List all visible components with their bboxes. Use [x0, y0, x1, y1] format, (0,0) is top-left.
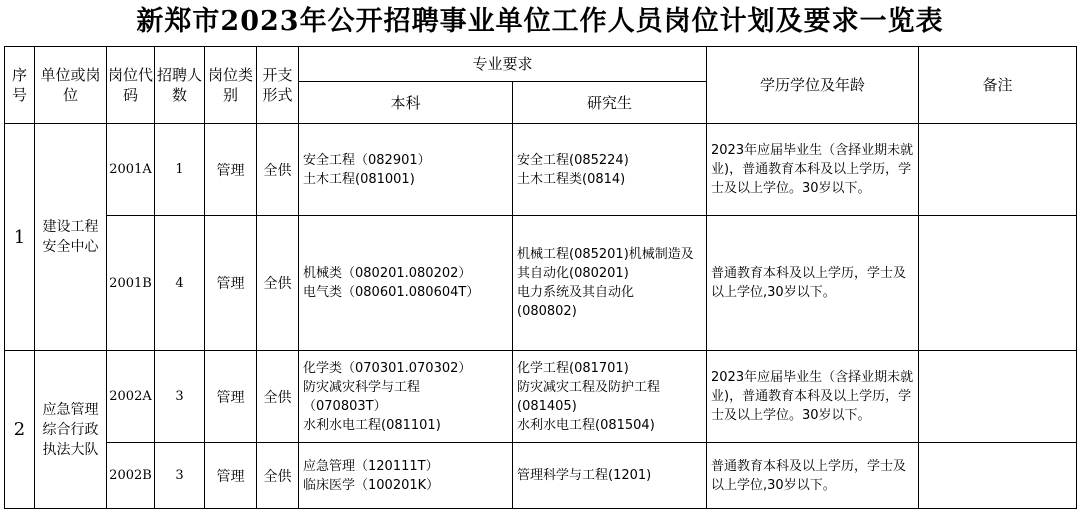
unit-cell: 应急管理综合行政执法大队 [35, 351, 107, 509]
code-cell: 2001B [107, 216, 155, 351]
table-row [5, 124, 1077, 216]
category-cell: 管理 [205, 351, 257, 443]
header-seq: 序号 [5, 47, 35, 124]
table-row [5, 443, 1077, 509]
count-cell: 3 [155, 351, 205, 443]
undergrad-cell: 机械类（080201.080202） 电气类（080601.080604T） [299, 216, 513, 351]
graduate-cell: 安全工程(085224) 土木工程类(0814) [513, 124, 707, 216]
education-age-cell: 普通教育本科及以上学历，学士及以上学位,30岁以下。 [707, 216, 919, 351]
education-age-cell: 普通教育本科及以上学历，学士及以上学位,30岁以下。 [707, 443, 919, 509]
count-cell: 1 [155, 124, 205, 216]
count-cell: 3 [155, 443, 205, 509]
category-cell: 管理 [205, 443, 257, 509]
table-row [5, 216, 1077, 351]
graduate-cell: 化学工程(081701) 防灾减灾工程及防护工程 (081405) 水利水电工程(081504) [513, 351, 707, 443]
unit-cell: 建设工程安全中心 [35, 124, 107, 351]
recruitment-table [4, 46, 1077, 509]
header-code: 岗位代码 [107, 47, 155, 124]
code-cell: 2002B [107, 443, 155, 509]
seq-cell: 1 [5, 124, 35, 351]
page-title: 新郑市2023年公开招聘事业单位工作人员岗位计划及要求一览表 [136, 6, 944, 37]
code-cell: 2001A [107, 124, 155, 216]
education-age-cell: 2023年应届毕业生（含择业期未就业)，普通教育本科及以上学历，学士及以上学位。30岁以下。 [707, 124, 919, 216]
category-cell: 管理 [205, 124, 257, 216]
header-graduate: 研究生 [513, 82, 707, 124]
header-count: 招聘人数 [155, 47, 205, 124]
header-undergraduate: 本科 [299, 82, 513, 124]
header-unit: 单位或岗位 [35, 47, 107, 124]
table-row [5, 351, 1077, 443]
remarks-cell [919, 216, 1077, 351]
graduate-cell: 机械工程(085201)机械制造及其自动化(080201) 电力系统及其自动化 (080802) [513, 216, 707, 351]
form-cell: 全供 [257, 216, 299, 351]
form-cell: 全供 [257, 124, 299, 216]
education-age-cell: 2023年应届毕业生（含择业期未就业)，普通教育本科及以上学历，学士及以上学位。30岁以下。 [707, 351, 919, 443]
undergrad-cell: 化学类（070301.070302） 防灾减灾科学与工程 （070803T） 水利水电工程(081101) [299, 351, 513, 443]
header-major-requirements: 专业要求 [299, 47, 707, 82]
category-cell: 管理 [205, 216, 257, 351]
graduate-cell: 管理科学与工程(1201) [513, 443, 707, 509]
remarks-cell [919, 443, 1077, 509]
undergrad-cell: 安全工程（082901） 土木工程(081001) [299, 124, 513, 216]
header-category: 岗位类别 [205, 47, 257, 124]
form-cell: 全供 [257, 351, 299, 443]
undergrad-cell: 应急管理（120111T） 临床医学（100201K） [299, 443, 513, 509]
remarks-cell [919, 351, 1077, 443]
header-remarks: 备注 [919, 47, 1077, 124]
header-form: 开支形式 [257, 47, 299, 124]
code-cell: 2002A [107, 351, 155, 443]
count-cell: 4 [155, 216, 205, 351]
header-education-age: 学历学位及年龄 [707, 47, 919, 124]
remarks-cell [919, 124, 1077, 216]
form-cell: 全供 [257, 443, 299, 509]
seq-cell: 2 [5, 351, 35, 509]
